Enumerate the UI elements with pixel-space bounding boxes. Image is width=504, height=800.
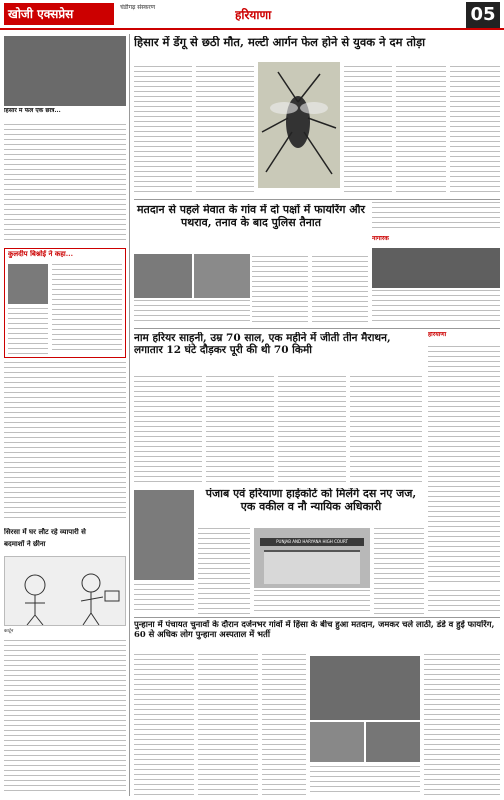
left-story2-text (52, 264, 122, 354)
marathon-text-col1 (134, 376, 202, 486)
lead-text-col4 (396, 66, 446, 196)
left-top-headline: हिसार में फेल एक छात्र... (4, 108, 61, 114)
punhana-photo-2 (310, 722, 364, 762)
right-top-text (372, 202, 500, 232)
mosquito-photo (258, 62, 340, 188)
marathon-headline: नाम हरियर साहनी, उम्र 70 साल, एक महीने में जीती तीन मैराथन, लगातार 12 घंटे दौड़कर पूरी की थी 70 किमी (134, 332, 391, 357)
punhana-photo-3 (366, 722, 420, 762)
right-mid-headline: हरियाणा (428, 332, 447, 338)
punhana-headline: पुन्हाना में पंचायत चुनावों के दौरान दर्जनभर गांवों में हिंसा के बीच हुआ मतदान, जमकर चले लाठी, डंडे व हुई फायरिंग, 60 से अधिक लोग पुन्हाना अस्पताल में भर्ती (134, 620, 495, 639)
page-number: 05 (466, 2, 500, 28)
court-text-col3 (374, 528, 424, 614)
right-top-photo (372, 248, 500, 288)
lead-headline: हिसार में डेंगू से छठी मौत, मल्टी आर्गन फेल होने से युवक ने दम तोड़ा (134, 36, 426, 49)
left-body-text-2 (4, 362, 126, 522)
left-story4-headline: बदमाशों ने छीना (4, 540, 46, 548)
cartoon-caption: कार्टून (4, 629, 14, 634)
politician-photo (8, 264, 48, 304)
mewat-text-b (252, 256, 308, 324)
left-body-text-3 (4, 640, 126, 795)
mewat-photo-2 (194, 254, 250, 298)
cartoon-illustration (4, 556, 126, 626)
court-building-sign: PUNJAB AND HARYANA HIGH COURT (260, 538, 364, 546)
court-headline: पंजाब एवं हरियाणा हाईकोर्ट को मिलेंगे दस नए जज, एक वकील व नौ न्यायिक अधिकारी (205, 488, 417, 513)
court-text-col1 (198, 528, 250, 614)
punhana-text-col5 (424, 654, 500, 796)
left-body-text (4, 124, 126, 244)
right-top-text-b (372, 290, 500, 324)
court-side-text (134, 584, 194, 614)
mewat-text-c (312, 256, 368, 324)
lead-text-col2 (196, 66, 254, 196)
mewat-text-a (134, 300, 250, 324)
court-building (264, 550, 360, 584)
lead-text-col3 (344, 66, 392, 196)
divider (134, 617, 500, 618)
right-top-headline: नागरिक (372, 236, 389, 242)
punhana-text-col2 (198, 654, 258, 796)
punhana-text-col1 (134, 654, 194, 796)
court-text-col2 (254, 590, 370, 614)
lead-text-col5 (450, 66, 500, 196)
left-story2-text-b (8, 308, 48, 354)
court-side-photo (134, 490, 194, 580)
divider (134, 328, 500, 329)
marathon-text-col4 (350, 376, 422, 486)
right-mid-text-b (428, 590, 500, 614)
column-divider (129, 34, 130, 796)
top-left-photo (4, 36, 126, 106)
marathon-text-col2 (206, 376, 274, 486)
brand-logo: खोजी एक्सप्रेस (4, 3, 114, 25)
divider (134, 199, 500, 200)
edition-meta: चंडीगढ़ संस्करण (120, 4, 156, 11)
high-court-photo (254, 528, 370, 588)
section-title: हरियाणा (235, 8, 272, 22)
left-story2-headline: कुलदीप बिश्नोई ने कहा... (8, 250, 74, 258)
punhana-text-col3 (262, 654, 306, 796)
left-story3-headline: सिरसा में घर लौट रहे व्यापारी से (4, 528, 86, 536)
lead-text-col1 (134, 66, 192, 196)
mewat-headline: मतदान से पहले मेवात के गांव में दो पक्षों में फायरिंग और पथराव, तनाव के बाद पुलिस तैनात (136, 204, 365, 229)
mewat-photo-1 (134, 254, 192, 298)
punhana-photo-crowd (310, 656, 420, 720)
marathon-text-col3 (278, 376, 346, 486)
punhana-text-col4 (310, 766, 420, 796)
right-mid-text (428, 346, 500, 586)
